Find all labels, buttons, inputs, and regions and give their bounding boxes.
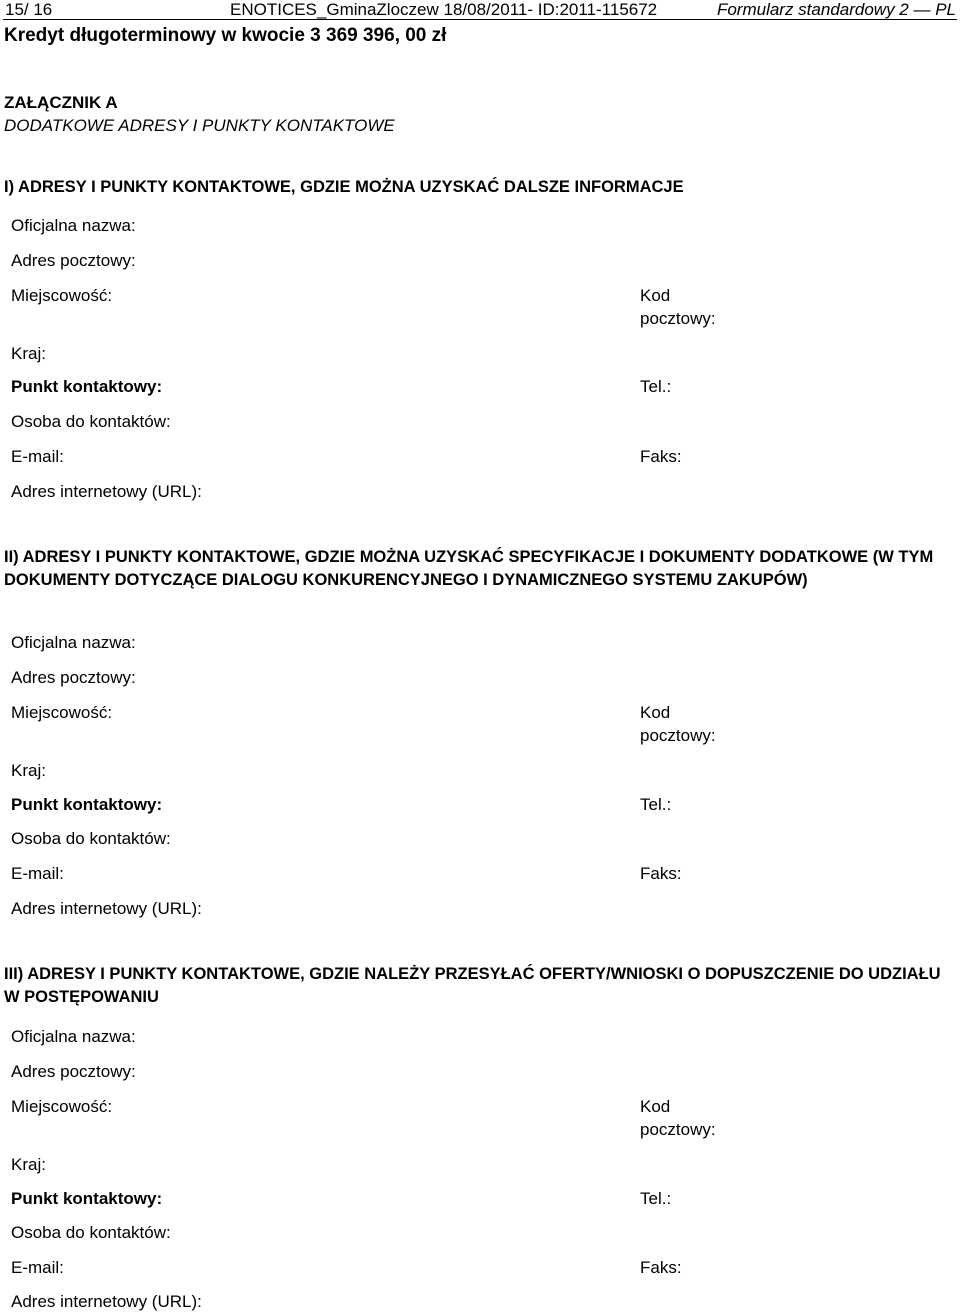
url-label: Adres internetowy (URL): bbox=[11, 1292, 202, 1311]
town-label: Miejscowość: bbox=[11, 1097, 113, 1116]
notice-id bbox=[230, 0, 657, 20]
country-label: Kraj: bbox=[11, 344, 46, 363]
fax-label: Faks: bbox=[640, 1258, 682, 1277]
page-header bbox=[0, 0, 960, 22]
postal-code-label-1: Kod bbox=[640, 286, 671, 305]
postal-address-label: Adres pocztowy: bbox=[11, 251, 136, 270]
document-subtitle: Kredyt długoterminowy w kwocie 3 369 396, 00 zł bbox=[4, 25, 447, 46]
country-label: Kraj: bbox=[11, 1155, 46, 1174]
form-name: Formularz standardowy 2 — PL bbox=[716, 0, 956, 19]
annex-subtitle: DODATKOWE ADRESY I PUNKTY KONTAKTOWE bbox=[4, 116, 395, 135]
country-label: Kraj: bbox=[11, 761, 46, 780]
postal-address-label: Adres pocztowy: bbox=[11, 1062, 136, 1081]
contact-person-label: Osoba do kontaktów: bbox=[11, 829, 171, 848]
section-heading: I) ADRESY I PUNKTY KONTAKTOWE, GDZIE MOŻNA UZYSKAĆ DALSZE INFORMACJE bbox=[4, 178, 684, 196]
contact-point-label: Punkt kontaktowy: bbox=[11, 795, 163, 814]
postal-code-label-2: pocztowy: bbox=[640, 726, 716, 745]
phone-label: Tel.: bbox=[640, 1189, 672, 1208]
postal-code-label-2: pocztowy: bbox=[640, 1120, 716, 1139]
postal-code-label-1: Kod bbox=[640, 1097, 671, 1116]
official-name-label: Oficjalna nazwa: bbox=[11, 216, 136, 235]
town-label: Miejscowość: bbox=[11, 286, 113, 305]
phone-label: Tel.: bbox=[640, 377, 672, 396]
postal-code-label-1: Kod bbox=[640, 703, 671, 722]
header-rule bbox=[3, 19, 957, 20]
url-label: Adres internetowy (URL): bbox=[11, 899, 202, 918]
annex-title: ZAŁĄCZNIK A bbox=[4, 93, 118, 112]
email-label: E-mail: bbox=[11, 864, 64, 883]
email-label: E-mail: bbox=[11, 1258, 64, 1277]
official-name-label: Oficjalna nazwa: bbox=[11, 633, 136, 652]
contact-person-label: Osoba do kontaktów: bbox=[11, 412, 171, 431]
section-heading: III) ADRESY I PUNKTY KONTAKTOWE, GDZIE NALEŻY PRZESYŁAĆ OFERTY/WNIOSKI O DOPUSZCZENIE DO UDZIAŁU W POSTĘPOWANIU bbox=[4, 965, 941, 1006]
phone-label: Tel.: bbox=[640, 795, 672, 814]
contact-point-label: Punkt kontaktowy: bbox=[11, 377, 163, 396]
notice-prefix: ENOTICES_GminaZloczew bbox=[230, 0, 439, 19]
section-heading: II) ADRESY I PUNKTY KONTAKTOWE, GDZIE MOŻNA UZYSKAĆ SPECYFIKACJE I DOKUMENTY DODATKOWE (W TYM DOKUMENTY DOTYCZĄCE DIALOGU KONKURENCYJNEGO I DYNAMICZNEGO SYSTEMU ZAKUPÓW) bbox=[4, 548, 934, 589]
town-label: Miejscowość: bbox=[11, 703, 113, 722]
contact-person-label: Osoba do kontaktów: bbox=[11, 1223, 171, 1242]
page-number: 15/ 16 bbox=[5, 0, 53, 19]
contact-point-label: Punkt kontaktowy: bbox=[11, 1189, 163, 1208]
notice-number: ID:2011-115672 bbox=[537, 0, 658, 19]
postal-code-label-2: pocztowy: bbox=[640, 309, 716, 328]
fax-label: Faks: bbox=[640, 864, 682, 883]
url-label: Adres internetowy (URL): bbox=[11, 482, 202, 501]
official-name-label: Oficjalna nazwa: bbox=[11, 1027, 136, 1046]
postal-address-label: Adres pocztowy: bbox=[11, 668, 136, 687]
fax-label: Faks: bbox=[640, 447, 682, 466]
email-label: E-mail: bbox=[11, 447, 64, 466]
notice-date: 18/08/2011- bbox=[443, 0, 533, 19]
